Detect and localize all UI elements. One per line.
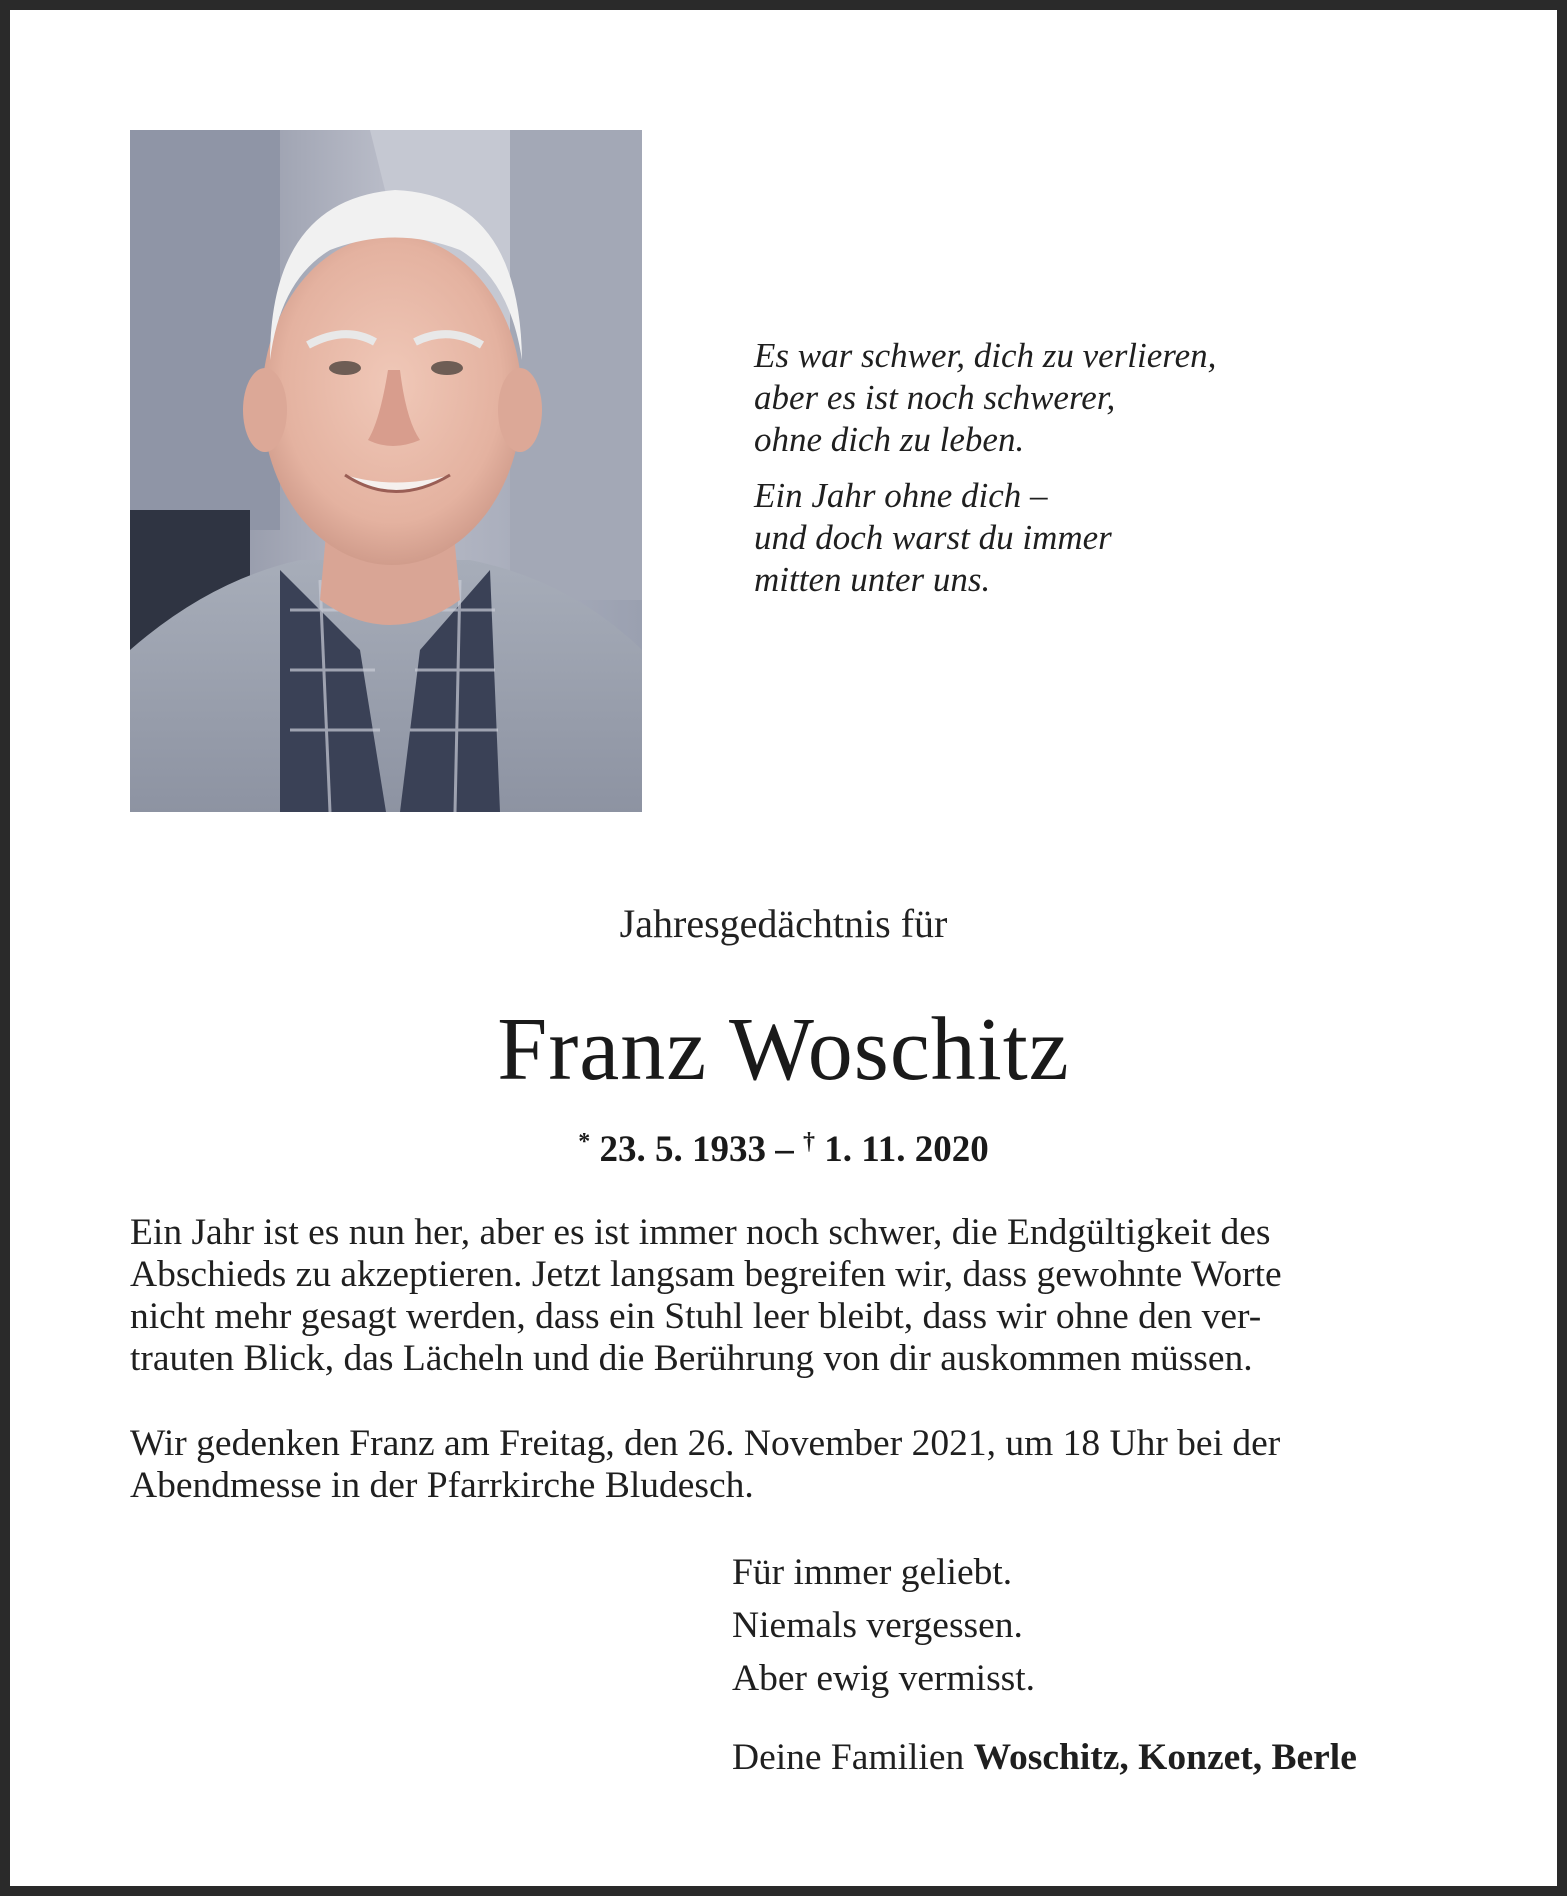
poem-stanza-1 xyxy=(754,335,1314,461)
poem-line: und doch warst du immer xyxy=(754,518,1112,557)
paragraph-line: Abendmesse in der Pfarrkirche Bludesch. xyxy=(130,1465,754,1506)
mass-announcement xyxy=(130,1423,1440,1507)
closing-line: Für immer geliebt. xyxy=(732,1552,1013,1593)
poem-line: Es war schwer, dich zu verlieren, xyxy=(754,336,1217,375)
poem-line: aber es ist noch schwerer, xyxy=(754,378,1116,417)
death-symbol: † xyxy=(803,1129,816,1155)
signature-families: Woschitz, Konzet, Berle xyxy=(973,1737,1357,1778)
memorial-poem xyxy=(754,335,1314,615)
life-dates xyxy=(0,1128,1567,1171)
closing-line: Niemals vergessen. xyxy=(732,1605,1023,1646)
paragraph-line: Abschieds zu akzeptieren. Jetzt langsam begreifen wir, dass gewohnte Worte xyxy=(130,1254,1282,1295)
date-separator: – xyxy=(766,1129,804,1170)
memorial-intro: Jahresgedächtnis für xyxy=(619,901,948,946)
paragraph-line: nicht mehr gesagt werden, dass ein Stuhl leer bleibt, dass wir ohne den ver- xyxy=(130,1296,1262,1337)
birth-symbol: * xyxy=(578,1129,591,1155)
paragraph-line: Wir gedenken Franz am Freitag, den 26. November 2021, um 18 Uhr bei der xyxy=(130,1423,1281,1464)
signature-prefix: Deine Familien xyxy=(732,1737,974,1778)
paragraph-line: Ein Jahr ist es nun her, aber es ist immer noch schwer, die Endgültigkeit des xyxy=(130,1212,1271,1253)
portrait-photo xyxy=(130,130,642,812)
closing-lines xyxy=(732,1546,1035,1705)
death-date: 1. 11. 2020 xyxy=(824,1129,989,1170)
closing-line: Aber ewig vermisst. xyxy=(732,1658,1036,1699)
birth-date: 23. 5. 1933 xyxy=(599,1129,767,1170)
memorial-paragraph xyxy=(130,1212,1440,1380)
deceased-name: Franz Woschitz xyxy=(497,1000,1070,1099)
paragraph-line: trauten Blick, das Lächeln und die Berührung von dir auskommen müssen. xyxy=(130,1338,1253,1379)
poem-line: mitten unter uns. xyxy=(754,560,991,599)
family-signature xyxy=(732,1736,1357,1779)
poem-line: Ein Jahr ohne dich – xyxy=(754,476,1048,515)
poem-stanza-2 xyxy=(754,475,1314,601)
poem-line: ohne dich zu leben. xyxy=(754,420,1025,459)
